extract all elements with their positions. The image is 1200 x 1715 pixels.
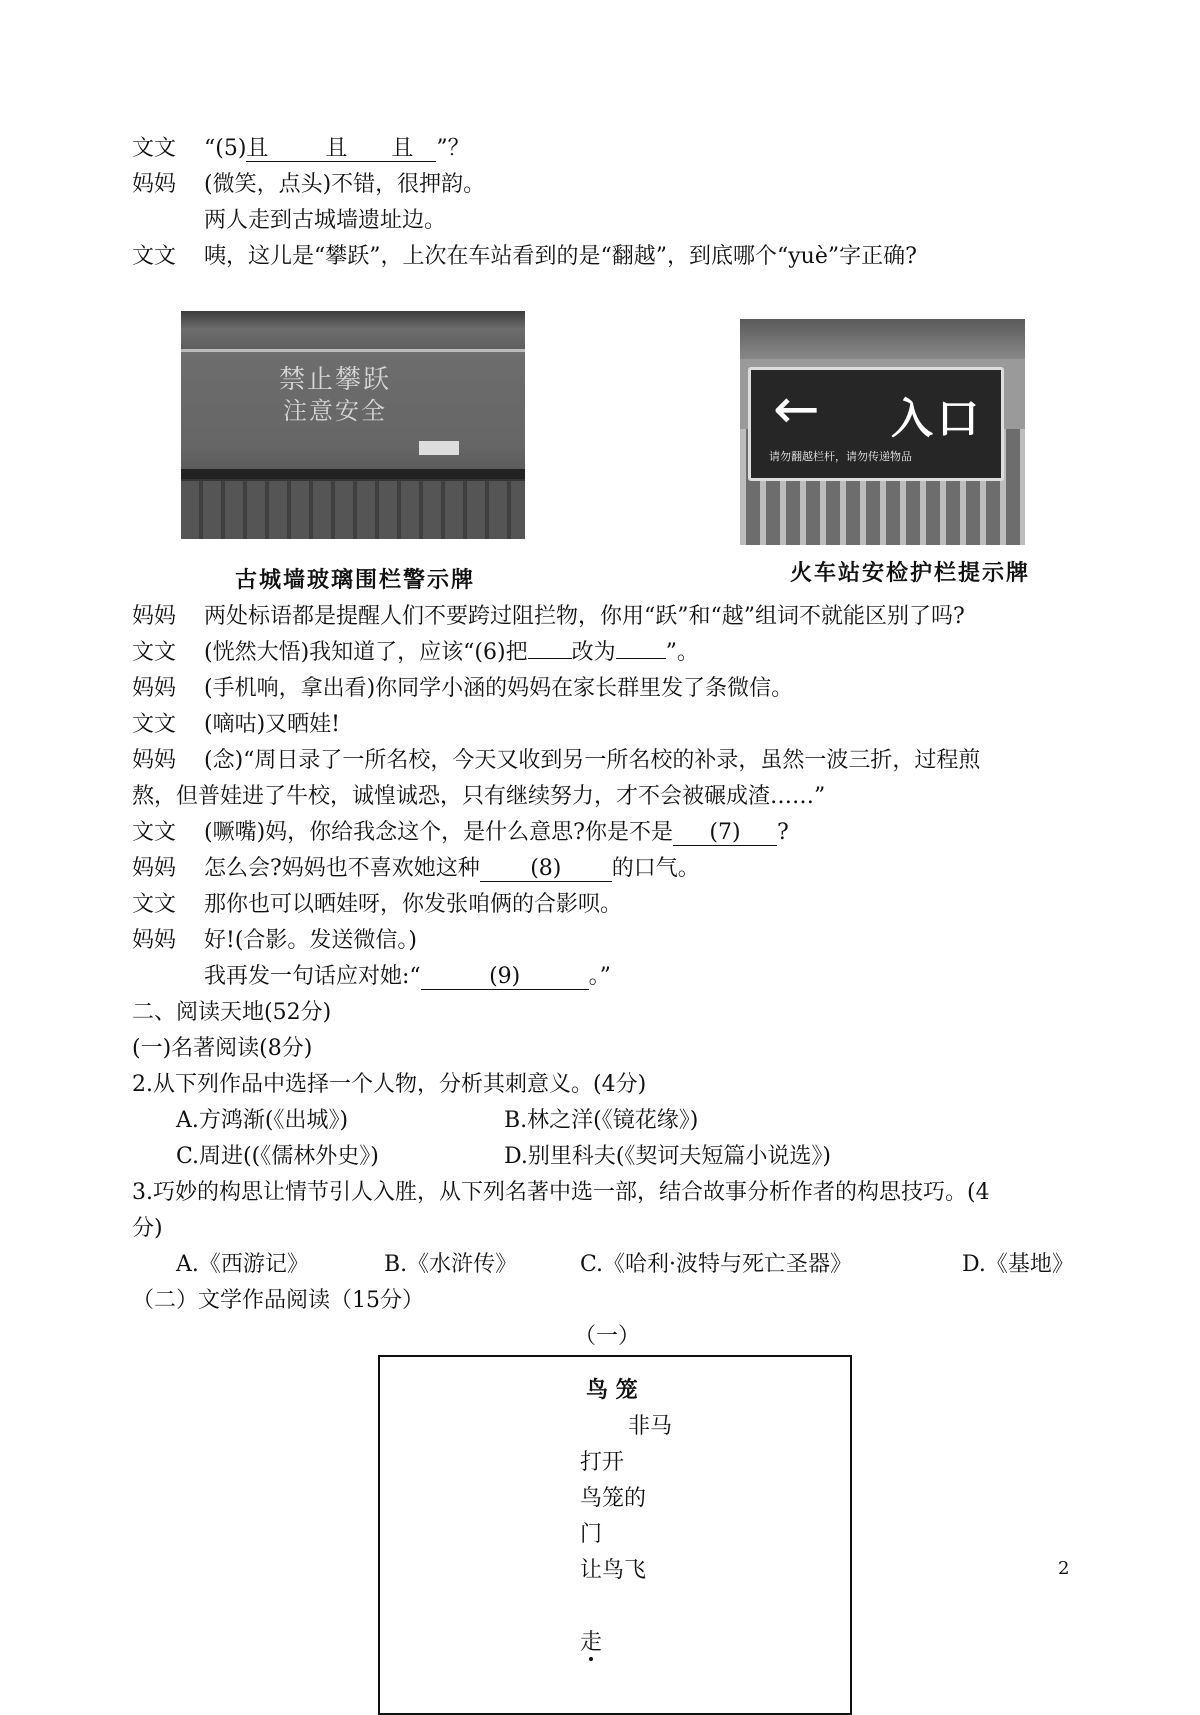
- dialogue-line-8: [132, 854, 700, 884]
- speaker: 妈妈: [132, 748, 177, 773]
- dialogue-text: 两处标语都是提醒人们不要跨过阻拦物，你用“跃”和“越”组词不就能区别了吗?: [204, 604, 965, 629]
- subsection-title: (一)名著阅读(8分): [132, 1036, 313, 1061]
- dialogue-line: [132, 170, 485, 200]
- dialogue-line: [132, 602, 965, 632]
- background-building: [740, 319, 1025, 359]
- left-arrow-icon: ←: [773, 377, 820, 442]
- quote-close: ”？: [436, 136, 470, 161]
- option-3b: B.《水浒传》: [384, 1252, 518, 1277]
- brick-wall: [181, 481, 525, 539]
- option-3c: C.《哈利·波特与死亡圣器》: [580, 1252, 853, 1277]
- speaker: 文文: [132, 820, 177, 845]
- dialogue-text: (念)“周日录了一所名校，今天又收到另一所名校的补录，虽然一波三折，过程煎: [204, 748, 981, 773]
- dialogue-text: (手机响，拿出看)你同学小涵的妈妈在家长群里发了条微信。: [204, 676, 794, 701]
- speaker: 文文: [132, 712, 177, 737]
- question-3: 3.巧妙的构思让情节引人入胜，从下列名著中选一部，结合故事分析作者的构思技巧。(4: [132, 1180, 990, 1205]
- blank-8: (8): [480, 857, 612, 882]
- dialogue-text: 那你也可以晒娃呀，你发张咱俩的合影呗。: [204, 892, 623, 917]
- dialogue-line-5: [132, 134, 470, 164]
- poem-line: 打开: [580, 1450, 625, 1475]
- option-3a: A.《西游记》: [176, 1252, 309, 1277]
- poem-line: 鸟笼的: [580, 1486, 647, 1511]
- dialogue-text: 的口气。: [611, 856, 700, 881]
- dialogue-text: 。”: [588, 964, 611, 989]
- dialogue-line-7: [132, 818, 789, 848]
- subsection-title: （二）文学作品阅读（15分）: [132, 1288, 424, 1313]
- poem-line: 让鸟飞: [580, 1558, 647, 1583]
- speaker: 妈妈: [132, 928, 177, 953]
- dialogue-text: ”。: [665, 640, 699, 665]
- poem-author: 非马: [628, 1414, 673, 1439]
- option-2d: D.别里科夫(《契诃夫短篇小说选》): [504, 1144, 832, 1169]
- dialogue-text: 改为: [571, 640, 616, 665]
- blank-6b: [616, 658, 666, 659]
- dialogue-text: 两人走到古城墙遗址边。: [204, 208, 447, 233]
- part-label: （一）: [574, 1324, 641, 1349]
- question-3-cont: 分): [132, 1216, 163, 1241]
- sign-subtext: 请勿翻越栏杆，请勿传递物品: [769, 450, 912, 463]
- speaker: 妈妈: [132, 604, 177, 629]
- speaker: 妈妈: [132, 676, 177, 701]
- sign-line-1: 禁止攀跃: [279, 365, 392, 395]
- poem-title: 鸟 笼: [586, 1378, 638, 1403]
- blank-qie-2: 且: [304, 137, 368, 162]
- speaker: 文文: [132, 892, 177, 917]
- poem-line: 门: [580, 1522, 603, 1547]
- dialogue-line: [132, 710, 340, 740]
- blank-qie-3: 且: [368, 137, 436, 162]
- dialogue-continuation: [132, 782, 825, 812]
- caption-station: 火车站安检护栏提示牌: [790, 560, 1031, 586]
- dialogue-text: (嘀咕)又晒娃!: [204, 712, 341, 737]
- section-title: 二、阅读天地(52分): [132, 1000, 332, 1025]
- dialogue-text: (噘嘴)妈，你给我念这个，是什么意思?你是不是: [204, 820, 673, 845]
- dialogue-line: [132, 926, 417, 956]
- dialogue-text: (恍然大悟)我知道了，应该“(6)把: [204, 640, 528, 665]
- dialogue-text: 我再发一句话应对她:“: [204, 964, 421, 989]
- dialogue-line-9: [204, 962, 611, 992]
- page-number: 2: [1058, 1558, 1070, 1579]
- sign-title: 入口: [891, 394, 984, 443]
- dialogue-line: [132, 746, 980, 776]
- blank-9: (9): [421, 965, 589, 990]
- caption-city-wall: 古城墙玻璃围栏警示牌: [235, 567, 476, 593]
- blank-qie-1: 且: [246, 137, 304, 162]
- sign-line-2: 注意安全: [283, 397, 387, 425]
- sign-board: [748, 367, 1004, 481]
- blank-6a: [528, 658, 572, 659]
- photo-city-wall-sign: [181, 311, 525, 539]
- option-2a: A.方鸿渐(《出城》): [176, 1108, 349, 1133]
- fence-bar: [181, 469, 525, 479]
- dialogue-text: (微笑，点头)不错，很押韵。: [204, 172, 486, 197]
- dialogue-line-6: [132, 638, 699, 668]
- dialogue-line: [132, 242, 917, 272]
- poem-box: [378, 1355, 852, 1715]
- dialogue-text: 熬，但普娃进了牛校，诚惶诚恐，只有继续努力，才不会被碾成渣……”: [132, 784, 826, 809]
- speaker: 文文: [132, 244, 177, 269]
- dialogue-line: [132, 674, 793, 704]
- speaker: 文文: [132, 640, 177, 665]
- dialogue-text: 好!(合影。发送微信。): [204, 928, 418, 953]
- speaker: 妈妈: [132, 856, 177, 881]
- option-2c: C.周进((《儒林外史》): [176, 1144, 379, 1169]
- option-2b: B.林之洋(《镜花缘》): [504, 1108, 699, 1133]
- dialogue-line: [132, 890, 622, 920]
- stage-direction: [204, 206, 446, 236]
- photo-station-sign: [740, 319, 1025, 545]
- label-plate: [419, 441, 459, 455]
- question-2: 2.从下列作品中选择一个人物，分析其刺意义。(4分): [132, 1072, 647, 1097]
- dialogue-text: ?: [776, 820, 789, 845]
- speaker: 妈妈: [132, 172, 177, 197]
- dialogue-text: 怎么会?妈妈也不喜欢她这种: [204, 856, 480, 881]
- blank-7: (7): [673, 821, 777, 846]
- dialogue-text: 咦，这儿是“攀跃”，上次在车站看到的是“翻越”，到底哪个“yuè”字正确?: [204, 244, 917, 269]
- speaker: 文文: [132, 136, 177, 161]
- emphasis-dot: [589, 1657, 593, 1661]
- quote-open: “(5): [204, 136, 247, 161]
- poem-line: 走: [580, 1630, 603, 1655]
- option-3d: D.《基地》: [962, 1252, 1074, 1277]
